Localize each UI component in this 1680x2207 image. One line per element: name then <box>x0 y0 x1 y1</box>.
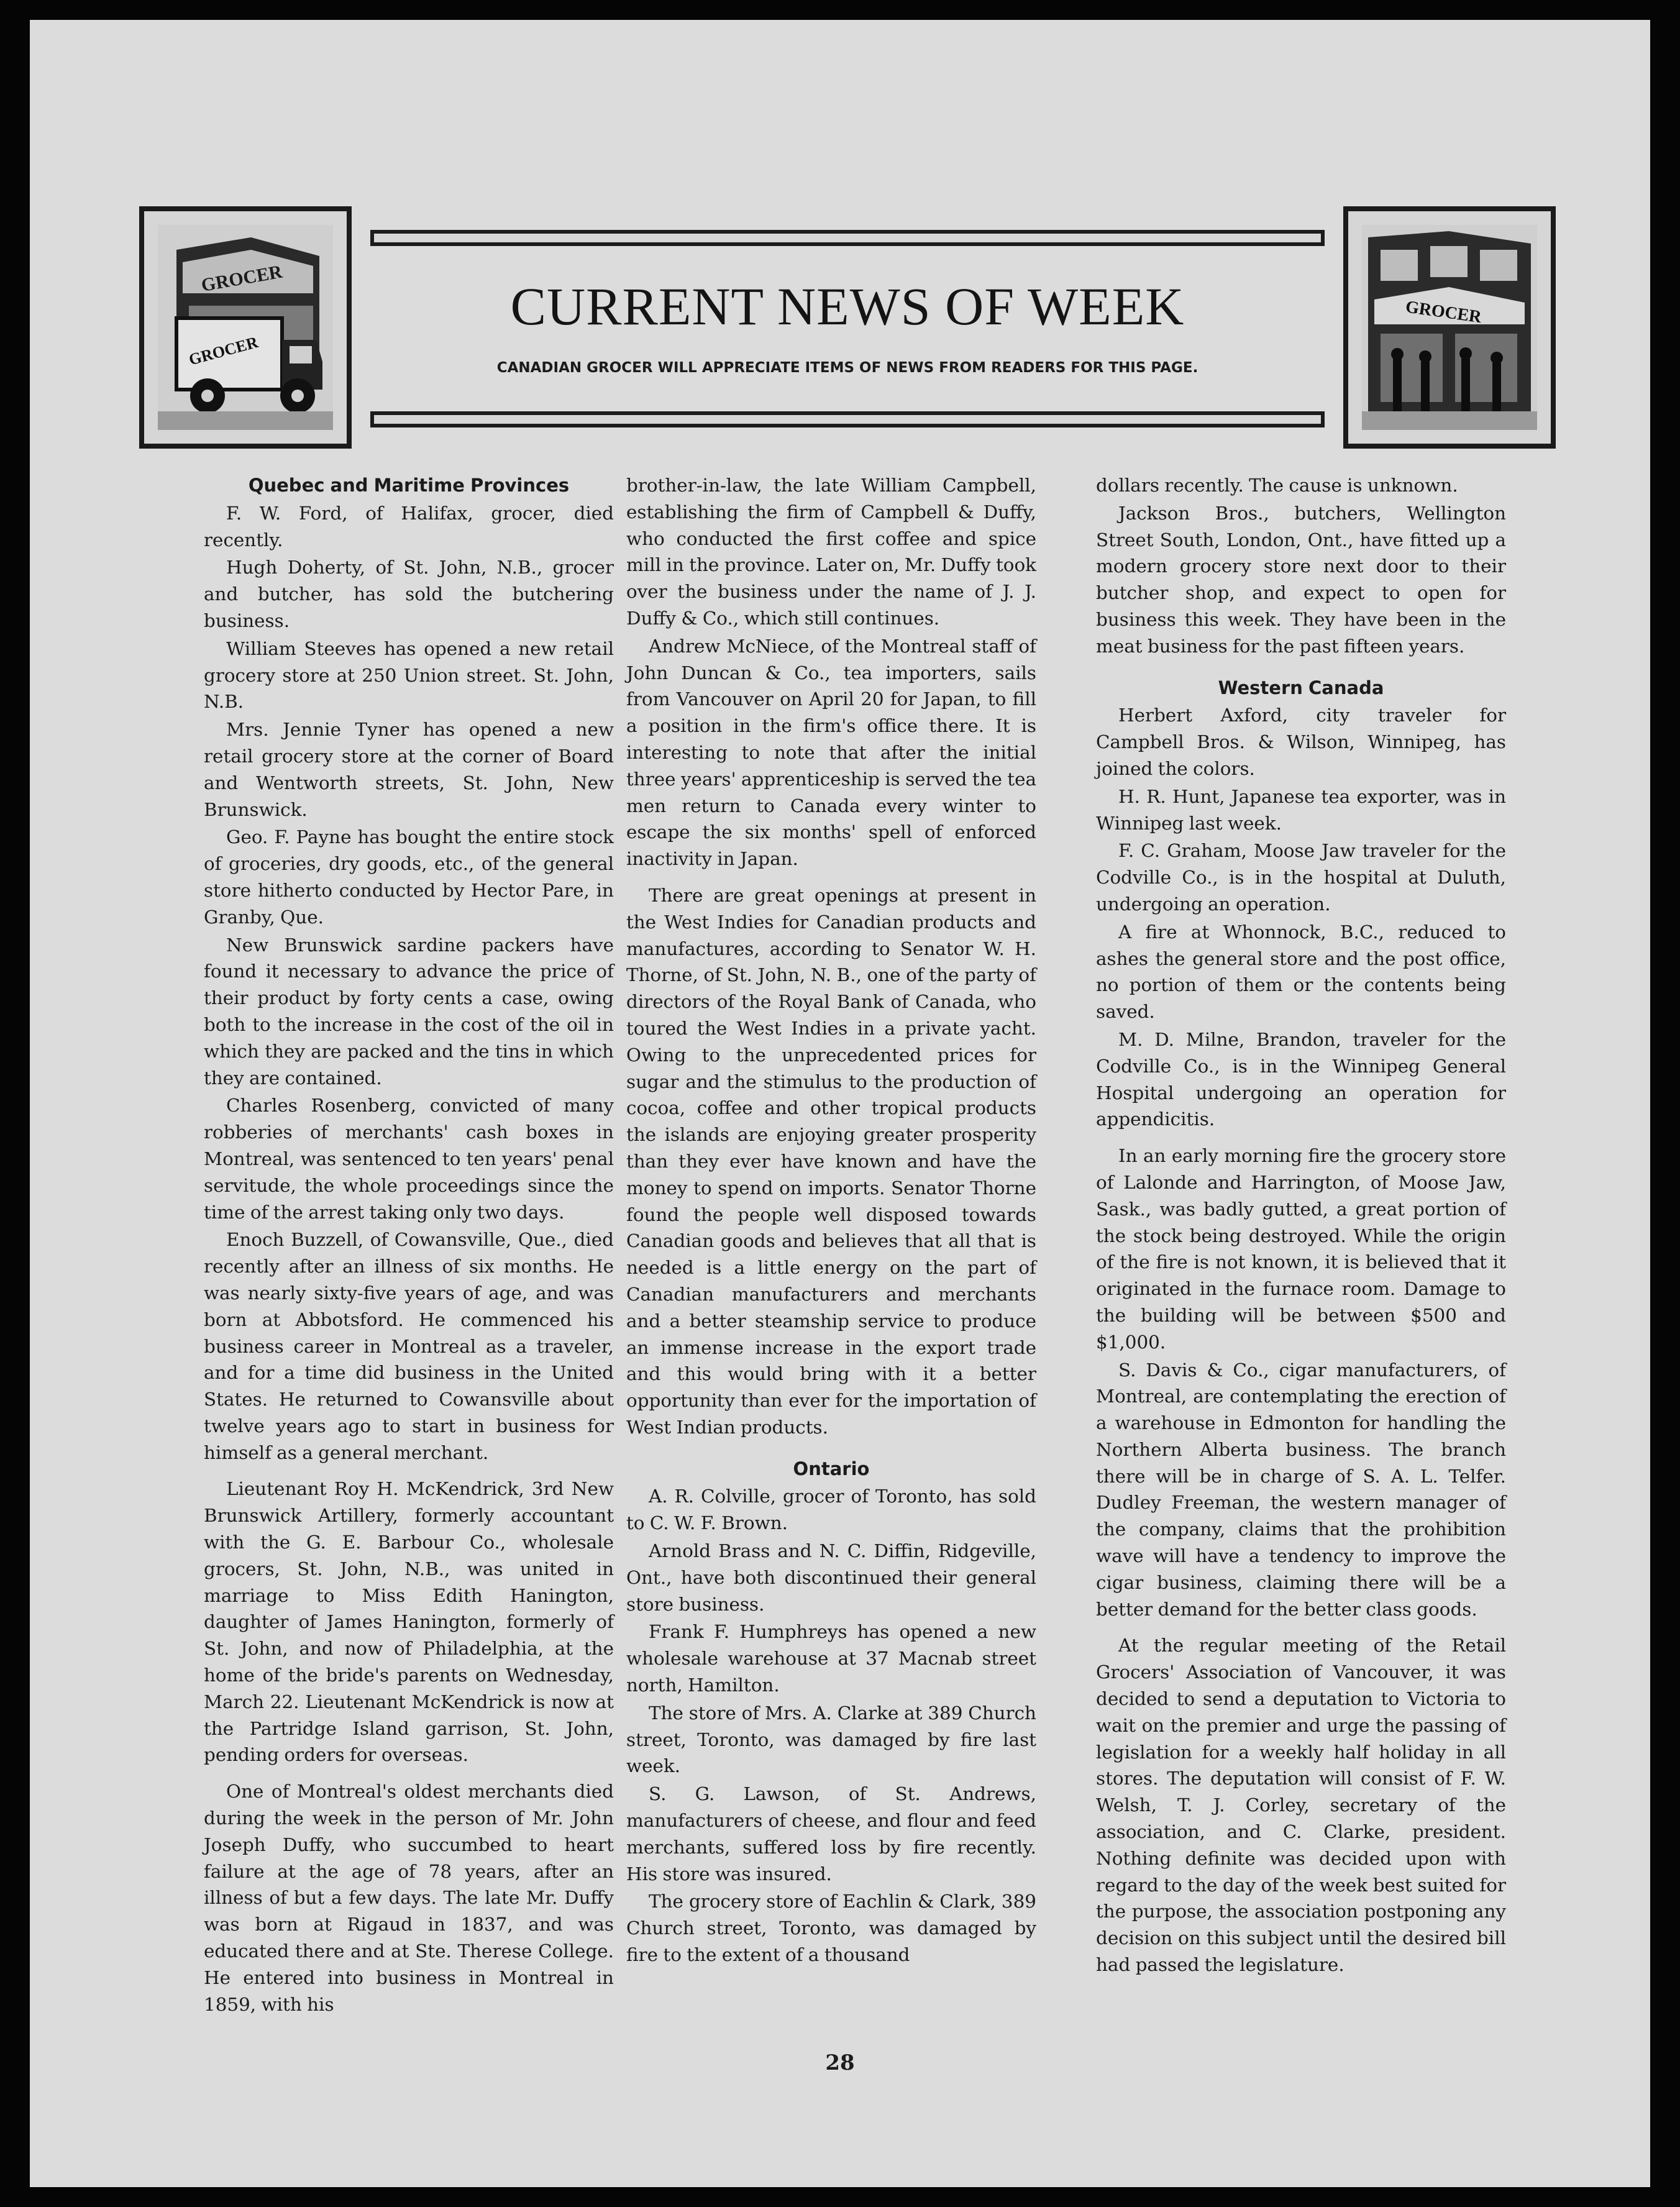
news-item: F. C. Graham, Moose Jaw traveler for the Codville Co., is in the hospital at Duluth, undergoing an operation. <box>1096 840 1506 915</box>
grocer-store-illustration <box>1343 206 1556 449</box>
news-item: The store of Mrs. A. Clarke at 389 Church street, Toronto, was damaged by fire last week. <box>626 1702 1036 1777</box>
news-item: The grocery store of Eachlin & Clark, 389 Church street, Toronto, was damaged by fire to the extent of a thousand <box>626 1891 1036 1966</box>
grocer-truck-drawing <box>158 225 333 430</box>
grocer-store-drawing <box>1362 225 1537 430</box>
news-item: One of Montreal's oldest merchants died during the week in the person of Mr. John Joseph Duffy, who succumbed to heart failure at the age of 78 years, after an illness of but a few days. The late Mr. Duffy was born at Rigaud in 1837, and was educated there and at Ste. Therese College. He entered into business in Montreal in 1859, with his <box>204 1781 614 2015</box>
news-item: S. Davis & Co., cigar manufacturers, of Montreal, are contemplating the erection of a warehouse in Edmonton for handling the Northern Alberta business. The branch there will be in charge of S. A. L. Telfer. Dudley Freeman, the western manager of the company, claims that the prohibition wave will have a tendency to improve the cigar business, claiming there will be a better demand for the better class goods. <box>1096 1359 1506 1620</box>
section-heading-western-canada: Western Canada <box>1218 677 1384 698</box>
store-sign-text: GROCER <box>199 261 284 296</box>
news-item: In an early morning fire the grocery store of Lalonde and Harrington, of Moose Jaw, Sask., was badly gutted, a great portion of the stock being destroyed. While the origin of the fire is not known, it is believed that it originated in the furnace room. Damage to the building will be between $500 and $1,000. <box>1096 1145 1506 1353</box>
title-band <box>370 230 1325 427</box>
news-item: A fire at Whonnock, B.C., reduced to ashes the general store and the post office, no portion of them or the contents being saved. <box>1096 921 1506 1023</box>
news-item: Jackson Bros., butchers, Wellington Street South, London, Ont., have fitted up a modern grocery store next door to their butcher shop, and expect to open for business this week. They have been in the meat business for the past fifteen years. <box>1096 502 1506 657</box>
news-item-continued: brother-in-law, the late William Campbell, establishing the firm of Campbell & Duffy, who conducted the first coffee and spice mill in the province. Later on, Mr. Duffy took over the business under the name of J. J. Duffy & Co., which still continues. <box>626 475 1036 629</box>
news-item: S. G. Lawson, of St. Andrews, manufacturers of cheese, and flour and feed merchants, suffered loss by fire recently. His store was insured. <box>626 1783 1036 1885</box>
column-2 <box>626 472 1036 1970</box>
news-item: Lieutenant Roy H. McKendrick, 3rd New Brunswick Artillery, formerly accountant with the G. E. Barbour Co., wholesale grocers, St. John, N.B., was united in marriage to Miss Edith Hanington, daughter of James Hanington, formerly of St. John, and now of Philadelphia, at the home of the bride's parents on Wednesday, March 22. Lieutenant McKendrick is now at the Partridge Island garrison, St. John, pending orders for overseas. <box>204 1478 614 1766</box>
news-item: William Steeves has opened a new retail grocery store at 250 Union street. St. John, N.B. <box>204 637 614 713</box>
page-title: CURRENT NEWS OF WEEK <box>510 276 1185 336</box>
column-3 <box>1096 472 1506 1980</box>
news-item: H. R. Hunt, Japanese tea exporter, was in Winnipeg last week. <box>1096 785 1506 834</box>
news-item: Charles Rosenberg, convicted of many robberies of merchants' cash boxes in Montreal, was sentenced to ten years' penal servitude, the whole proceedings since the time of the arrest taking only two days. <box>204 1095 614 1223</box>
newspaper-page <box>30 20 1650 2187</box>
page-subtitle: CANADIAN GROCER WILL APPRECIATE ITEMS OF NEWS FROM READERS FOR THIS PAGE. <box>496 360 1198 376</box>
news-item: Andrew McNiece, of the Montreal staff of John Duncan & Co., tea importers, sails from Vancouver on April 20 for Japan, to fill a position in the firm's office there. It is interesting to note that after the initial three years' apprenticeship is served the tea men return to Canada every winter to escape the six months' spell of enforced inactivity in Japan. <box>626 635 1036 870</box>
title-rule-top <box>370 230 1325 246</box>
page-number: 28 <box>825 2050 855 2075</box>
section-heading-ontario: Ontario <box>793 1458 870 1479</box>
news-item: A. R. Colville, grocer of Toronto, has sold to C. W. F. Brown. <box>626 1486 1036 1534</box>
news-item-continued: dollars recently. The cause is unknown. <box>1096 475 1458 496</box>
news-item: Geo. F. Payne has bought the entire stock of groceries, dry goods, etc., of the general store hitherto conducted by Hector Pare, in Granby, Que. <box>204 826 614 928</box>
news-item: There are great openings at present in the West Indies for Canadian products and manufactures, according to Senator W. H. Thorne, of St. John, N. B., one of the party of directors of the Royal Bank of Canada, who toured the West Indies in a private yacht. Owing to the unprecedented prices for sugar and the stimulus to the production of cocoa, coffee and other tropical products the islands are enjoying greater prosperity than they ever have known and have the money to spend on imports. Senator Thorne found the people well disposed towards Canadian goods and believes that all that is needed is a little energy on the part of Canadian manufacturers and merchants and a better steamship service to produce an immense increase in the export trade and this would bring with it a better opportunity than ever for the importation of West Indian products. <box>626 884 1036 1438</box>
news-item: Mrs. Jennie Tyner has opened a new retail grocery store at the corner of Board and Wentworth streets, St. John, New Brunswick. <box>204 719 614 820</box>
news-item: Arnold Brass and N. C. Diffin, Ridgeville, Ont., have both discontinued their general store business. <box>626 1540 1036 1615</box>
news-item: Herbert Axford, city traveler for Campbell Bros. & Wilson, Winnipeg, has joined the colors. <box>1096 705 1506 779</box>
store-sign-text-right: GROCER <box>1404 297 1483 327</box>
news-item: F. W. Ford, of Halifax, grocer, died recently. <box>204 502 614 551</box>
news-item: Enoch Buzzell, of Cowansville, Que., died recently after an illness of six months. He was nearly sixty-five years of age, and was born at Abbotsford. He commenced his business career in Montreal as a traveler, and for a time did business in the United States. He returned to Cowansville about twelve years ago to start in business for himself as a general merchant. <box>204 1229 614 1463</box>
title-rule-bottom <box>370 411 1325 427</box>
grocer-truck-illustration <box>139 206 352 449</box>
truck-sign-text: GROCER <box>186 332 260 369</box>
page-header <box>139 206 1556 449</box>
news-item: M. D. Milne, Brandon, traveler for the Codville Co., is in the Winnipeg General Hospital undergoing an operation for appendicitis. <box>1096 1028 1506 1130</box>
column-1 <box>204 472 614 2019</box>
news-item: Hugh Doherty, of St. John, N.B., grocer and butcher, has sold the butchering business. <box>204 557 614 631</box>
news-item: At the regular meeting of the Retail Grocers' Association of Vancouver, it was decided to send a deputation to Victoria to wait on the premier and urge the passing of legislation for a weekly half holiday in all stores. The deputation will consist of F. W. Welsh, T. J. Corley, secretary of the association, and C. Clarke, president. Nothing definite was decided upon with regard to the day of the week best suited for the purpose, the association postponing any decision on this subject until the desired bill had passed the legislature. <box>1096 1635 1506 1976</box>
section-heading-quebec-maritime: Quebec and Maritime Provinces <box>248 475 570 496</box>
news-item: Frank F. Humphreys has opened a new wholesale warehouse at 37 Macnab street north, Hamilton. <box>626 1621 1036 1696</box>
news-item: New Brunswick sardine packers have found it necessary to advance the price of their product by forty cents a case, owing both to the increase in the cost of the oil in which they are packed and the tins in which they are contained. <box>204 934 614 1089</box>
